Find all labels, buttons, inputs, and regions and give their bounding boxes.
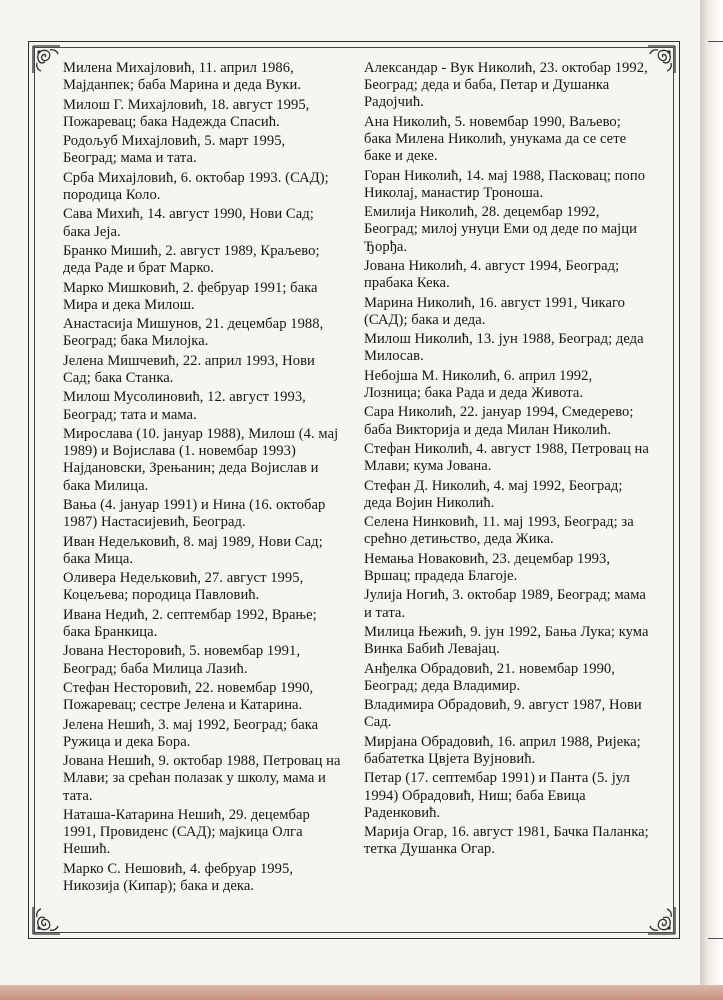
entry: Марина Николић, 16. август 1991, Чикаго (САД); бака и деда. [364, 294, 626, 328]
entry: Јована Николић, 4. август 1994, Београд; прабака Кека. [364, 257, 620, 292]
right-column [364, 60, 650, 861]
entry: Стефан Николић, 4. август 1988, Петровац на Млави; кума Јована. [364, 440, 649, 475]
book-cover-edge [0, 985, 723, 1000]
entry: Јелена Мишчевић, 22. април 1993, Нови Сад; бака Станка. [63, 352, 315, 386]
entry: Срба Михајловић, 6. октобар 1993. (САД); породица Коло. [63, 169, 329, 203]
entry: Вања (4. јануар 1991) и Нина (16. октобар 1987) Настасијевић, Београд. [63, 496, 326, 531]
corner-ornament-top-left [30, 43, 66, 79]
entry: Милош Мусолиновић, 12. август 1993, Београд; тата и мама. [63, 389, 306, 423]
entry: Јована Нешић, 9. октобар 1988, Петровац на Млави; за срећан полазак у школу, мама и тата. [63, 753, 341, 804]
flourish-icon [30, 901, 66, 937]
entry: Небојша М. Николић, 6. април 1992, Лозница; бака Рада и деда Живота. [364, 367, 593, 401]
entry: Мирјана Обрадовић, 16. април 1988, Ријека; бабатетка Цвјета Вујновић. [364, 733, 641, 767]
entry: Мирослава (10. јануар 1988), Милош (4. мај 1989) и Војислава (1. новембар 1993) Најдановски, Зрењанин; деда Војислав и бака Милица. [63, 425, 339, 494]
flourish-icon [642, 901, 678, 937]
entry: Анастасија Мишунов, 21. децембар 1988, Београд; бака Милојка. [63, 316, 324, 350]
entry: Марко Мишковић, 2. фебруар 1991; бака Мира и дека Милош. [63, 279, 318, 313]
adjacent-page-border-fragment [708, 938, 723, 939]
adjacent-page-edge [700, 0, 723, 1000]
entry: Милош Г. Михајловић, 18. август 1995, Пожаревац; бака Надежда Спасић. [63, 96, 310, 130]
entry: Јелена Нешић, 3. мај 1992, Београд; бака Ружица и дека Бора. [63, 716, 319, 750]
entry: Горан Николић, 14. мај 1988, Пасковац; попо Николај, манастир Троноша. [364, 167, 646, 201]
entry: Оливера Недељковић, 27. август 1995, Коцељева; породица Павловић. [63, 570, 304, 604]
entry: Анђелка Обрадовић, 21. новембар 1990, Београд; деда Владимир. [364, 660, 615, 694]
entry: Милош Николић, 13. јун 1988, Београд; деда Милосав. [364, 331, 644, 365]
entry: Марија Огар, 16. август 1981, Бачка Паланка; тетка Душанка Огар. [364, 824, 649, 858]
entry: Немања Новаковић, 23. децембар 1993, Вршац; прадеда Благоје. [364, 550, 611, 584]
corner-ornament-bottom-left [30, 901, 66, 937]
adjacent-page-border-fragment [708, 41, 723, 42]
entry: Стефан Д. Николић, 4. мај 1992, Београд; деда Војин Николић. [364, 477, 623, 511]
entry: Милена Михајловић, 11. април 1986, Мајданпек; баба Марина и деда Вуки. [63, 60, 302, 94]
entry: Наташа-Катарина Нешић, 29. децембар 1991, Провиденс (САД); мајкица Олга Нешић. [63, 806, 310, 858]
entry: Емилија Николић, 28. децембар 1992, Београд; милој унуци Еми од деде по мајци Ђорђа. [364, 204, 637, 255]
entry: Јулија Ногић, 3. октобар 1989, Београд; мама и тата. [364, 587, 646, 621]
entry: Стефан Несторовић, 22. новембар 1990, Пожаревац; сестре Јелена и Катарина. [63, 679, 314, 714]
entry: Александар - Вук Николић, 23. октобар 1992, Београд; деда и баба, Петар и Душанка Радојчић. [364, 60, 648, 111]
left-column [63, 60, 341, 897]
entry: Иван Недељковић, 8. мај 1989, Нови Сад; бака Мица. [63, 533, 323, 567]
entry: Ивана Недић, 2. септембар 1992, Врање; бака Бранкица. [63, 606, 317, 640]
corner-ornament-bottom-right [642, 901, 678, 937]
entry: Петар (17. септембар 1991) и Панта (5. јул 1994) Обрадовић, Ниш; баба Евица Раденковић. [364, 770, 630, 821]
entry: Милица Њежић, 9. јун 1992, Бања Лука; кума Винка Бабић Леваjaц. [364, 623, 649, 658]
entry: Родољуб Михајловић, 5. март 1995, Београд; мама и тата. [63, 133, 286, 167]
entry: Марко С. Нешовић, 4. фебруар 1995, Никозија (Кипар); бака и дека. [63, 860, 294, 894]
entry: Ана Николић, 5. новембар 1990, Ваљево; бака Милена Николић, унукама да се сете баке и деке. [364, 113, 627, 165]
entry: Владимира Обрадовић, 9. август 1987, Нови Сад. [364, 697, 642, 731]
entry: Сава Михић, 14. август 1990, Нови Сад; бака Јеја. [63, 206, 314, 240]
entry: Селена Нинковић, 11. мај 1993, Београд; за срећно детињство, деда Жика. [364, 514, 634, 548]
entry: Бранко Мишић, 2. август 1989, Краљево; деда Раде и брат Марко. [63, 242, 320, 277]
flourish-icon [30, 43, 66, 79]
entry: Сара Николић, 22. јануар 1994, Смедерево; баба Викторија и деда Милан Николић. [364, 404, 634, 438]
entry: Јована Несторовић, 5. новембар 1991, Београд; баба Милица Лазић. [63, 643, 301, 677]
